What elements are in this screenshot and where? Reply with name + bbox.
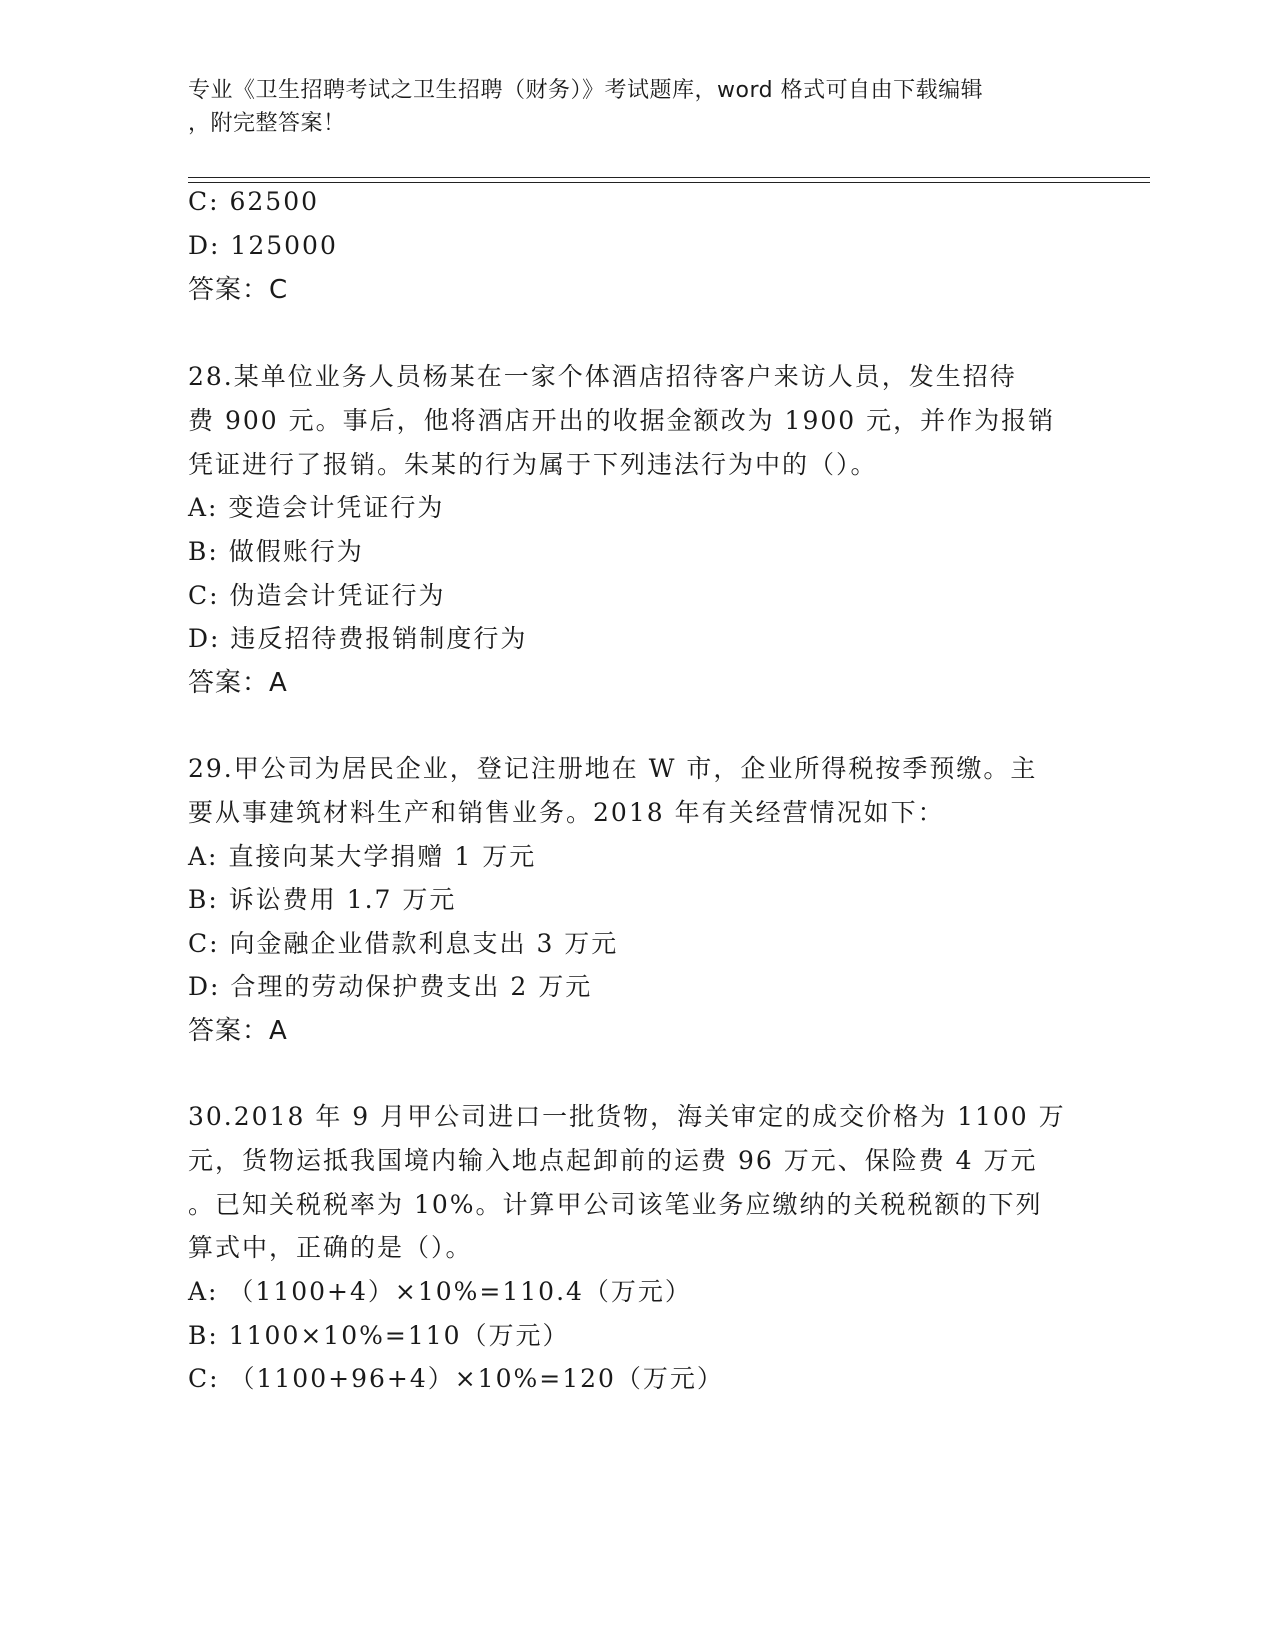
document-header: 专业《卫生招聘考试之卫生招聘（财务）》考试题库，word 格式可自由下载编辑 ，附完整答案！ (188, 78, 984, 136)
header-divider-bottom (188, 182, 1150, 183)
q29-option-a: A: 直接向某大学捐赠 1 万元 (188, 842, 537, 871)
header-divider-top (188, 177, 1150, 178)
q28-option-b: B: 做假账行为 (188, 537, 364, 566)
q30-option-c: C: （1100+96+4）×10%=120（万元） (188, 1364, 724, 1393)
q30-stem-line-2: 元，货物运抵我国境内输入地点起卸前的运费 96 万元、保险费 4 万元 (188, 1146, 1038, 1175)
q29-stem-line-2: 要从事建筑材料生产和销售业务。2018 年有关经营情况如下： (188, 798, 945, 827)
q30-stem-line-1: 30.2018 年 9 月甲公司进口一批货物，海关审定的成交价格为 1100 万 (188, 1102, 1066, 1131)
q30-option-b: B: 1100×10%=110（万元） (188, 1321, 570, 1350)
prev-answer: 答案：C (188, 275, 289, 305)
q28-answer: 答案：A (188, 668, 288, 698)
q30-stem-line-3: 。已知关税税率为 10%。计算甲公司该笔业务应缴纳的关税税额的下列 (188, 1190, 1043, 1219)
q28-option-c: C: 伪造会计凭证行为 (188, 581, 446, 610)
q30-option-a: A: （1100+4）×10%=110.4（万元） (188, 1277, 692, 1306)
q30-stem-line-4: 算式中，正确的是（）。 (188, 1233, 473, 1262)
q29-stem-line-1: 29.甲公司为居民企业，登记注册地在 W 市，企业所得税按季预缴。主 (188, 754, 1038, 783)
q28-stem-line-1: 28.某单位业务人员杨某在一家个体酒店招待客户来访人员，发生招待 (188, 362, 1017, 391)
q29-answer: 答案：A (188, 1016, 288, 1046)
prev-option-d: D: 125000 (188, 231, 338, 260)
q29-option-d: D: 合理的劳动保护费支出 2 万元 (188, 972, 593, 1001)
prev-option-c: C: 62500 (188, 187, 320, 216)
q29-option-c: C: 向金融企业借款利息支出 3 万元 (188, 929, 619, 958)
q28-option-a: A: 变造会计凭证行为 (188, 493, 445, 522)
q28-stem-line-2: 费 900 元。事后，他将酒店开出的收据金额改为 1900 元，并作为报销 (188, 406, 1056, 435)
q28-stem-line-3: 凭证进行了报销。朱某的行为属于下列违法行为中的（）。 (188, 450, 878, 479)
q29-option-b: B: 诉讼费用 1.7 万元 (188, 885, 457, 914)
q28-option-d: D: 违反招待费报销制度行为 (188, 624, 528, 653)
